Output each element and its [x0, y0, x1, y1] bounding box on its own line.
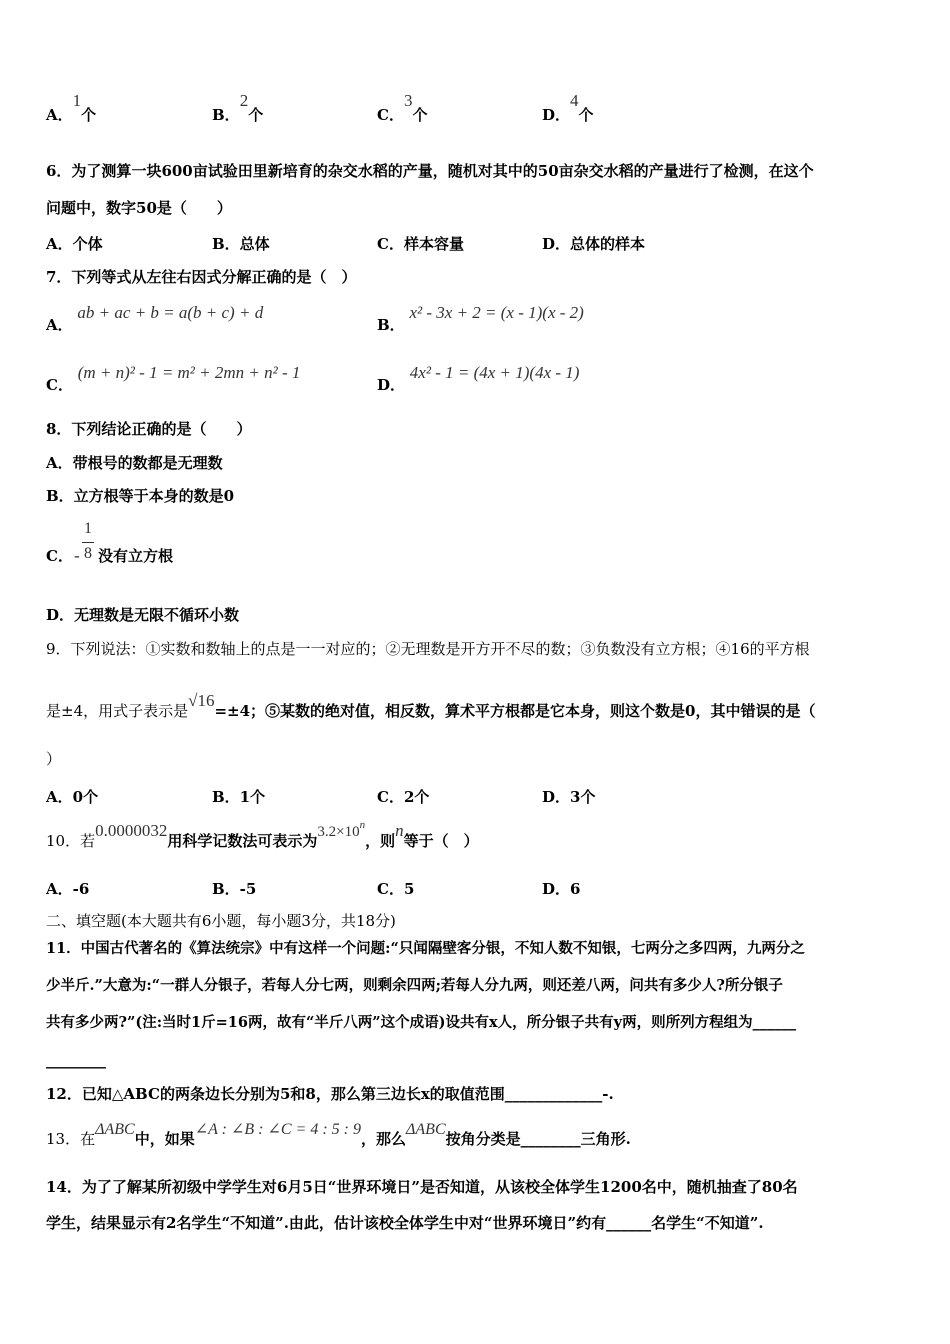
- q11-stem-line1: 11．中国古代著名的《算法统宗》中有这样一个问题:“只闻隔壁客分银，不知人数不知银，七两分之多四两，九两分之: [46, 940, 805, 957]
- q6-option-a[interactable]: A．个体: [46, 235, 103, 253]
- q9-option-c[interactable]: C．2个: [377, 788, 430, 806]
- q6-option-c[interactable]: C．样本容量: [377, 235, 464, 253]
- q14-stem-line1: 14．为了了解某所初级中学学生对6月5日“世界环境日”是否知道，从该校全体学生1200名中，随机抽查了80名: [46, 1178, 798, 1196]
- sqrt-16: √16: [188, 691, 215, 710]
- fraction-denominator: 8: [84, 545, 92, 562]
- q12-stem: 12．已知△ABC的两条边长分别为5和8，那么第三边长x的取值范围_____________-.: [46, 1085, 614, 1103]
- q14-stem-line2: 学生，结果显示有2名学生“不知道”.由此，估计该校全体学生中对“世界环境日”约有______名学生“不知道”.: [46, 1214, 764, 1232]
- q11-stem-line4: ________: [46, 1051, 106, 1069]
- q5-option-c[interactable]: C．3个: [377, 91, 428, 124]
- q11-stem-line2: 少半斤.”大意为:“一群人分银子，若每人分七两，则剩余四两;若每人分九两，则还差八两，问共有多少人?所分银子: [46, 977, 783, 994]
- fraction-bar: [82, 542, 94, 543]
- q11-stem-line3: 共有多少两?”(注:当时1斤=16两，故有“半斤八两”这个成语)设共有x人，所分银子共有y两，则所列方程组为______: [46, 1014, 797, 1031]
- q10-option-d[interactable]: D．6: [542, 880, 581, 898]
- q6-stem-line1: 6．为了测算一块600亩试验田里新培育的杂交水稻的产量，随机对其中的50亩杂交水稻的产量进行了检测，在这个: [46, 162, 814, 180]
- q6-stem-line2: 问题中，数字50是（ ）: [46, 199, 232, 217]
- section-heading: 二、填空题(本大题共有6小题，每小题3分，共18分): [46, 912, 396, 930]
- q7-option-d-expression: 4x² - 1 = (4x + 1)(4x - 1): [409, 363, 580, 382]
- q10-option-b[interactable]: B．-5: [212, 880, 257, 898]
- q9-option-d[interactable]: D．3个: [542, 788, 596, 806]
- q7-option-b[interactable]: B． x² - 3x + 2 = (x - 1)(x - 2): [377, 303, 584, 334]
- q9-stem-line1: 9．下列说法：①实数和数轴上的点是一一对应的；②无理数是开方开不尽的数；③负数没有立方根；④16的平方根: [46, 640, 810, 658]
- q9-stem-line3: ）: [46, 750, 62, 768]
- q9-option-b[interactable]: B．1个: [212, 788, 266, 806]
- q10-stem: 10．若0.0000032用科学记数法可表示为$3.2\times 10^n$，则n等于（ ）: [46, 819, 479, 850]
- q7-option-d[interactable]: D． 4x² - 1 = (4x + 1)(4x - 1): [377, 363, 580, 394]
- q8-stem: 8．下列结论正确的是（ ）: [46, 420, 252, 438]
- q8-option-d[interactable]: D．无理数是无限不循环小数: [46, 606, 240, 624]
- q5-option-d[interactable]: D．4个: [542, 91, 594, 124]
- q7-option-c[interactable]: C． (m + n)² - 1 = m² + 2mn + n² - 1: [46, 363, 301, 394]
- q5-option-b[interactable]: B．2个: [212, 91, 264, 124]
- q8-option-a[interactable]: A．带根号的数都是无理数: [46, 454, 223, 472]
- q10-option-a[interactable]: A．-6: [46, 880, 90, 898]
- q7-stem: 7．下列等式从左往右因式分解正确的是（ ）: [46, 268, 357, 286]
- q8-option-b[interactable]: B．立方根等于本身的数是0: [46, 487, 235, 505]
- q7-option-b-expression: x² - 3x + 2 = (x - 1)(x - 2): [409, 303, 584, 322]
- q7-option-a-expression: ab + ac + b = a(b + c) + d: [77, 303, 264, 322]
- q13-stem: 13．在ΔABC中，如果∠A : ∠B : ∠C = 4 : 5 : 9，那么ΔABC按角分类是________三角形.: [46, 1121, 631, 1148]
- fraction-numerator: 1: [84, 520, 92, 537]
- q6-option-d[interactable]: D．总体的样本: [542, 235, 646, 253]
- q7-option-c-expression: (m + n)² - 1 = m² + 2mn + n² - 1: [77, 363, 301, 382]
- q7-option-a[interactable]: A． ab + ac + b = a(b + c) + d: [46, 303, 264, 334]
- q9-stem-line2: 是±4，用式子表示是√16=±4；⑤某数的绝对值，相反数，算术平方根都是它本身，则这个数是0，其中错误的是（: [46, 691, 816, 720]
- q5-option-a[interactable]: A．1个: [46, 91, 97, 124]
- q9-option-a[interactable]: A．0个: [46, 788, 99, 806]
- q6-option-b[interactable]: B．总体: [212, 235, 270, 253]
- q10-option-c[interactable]: C．5: [377, 880, 415, 898]
